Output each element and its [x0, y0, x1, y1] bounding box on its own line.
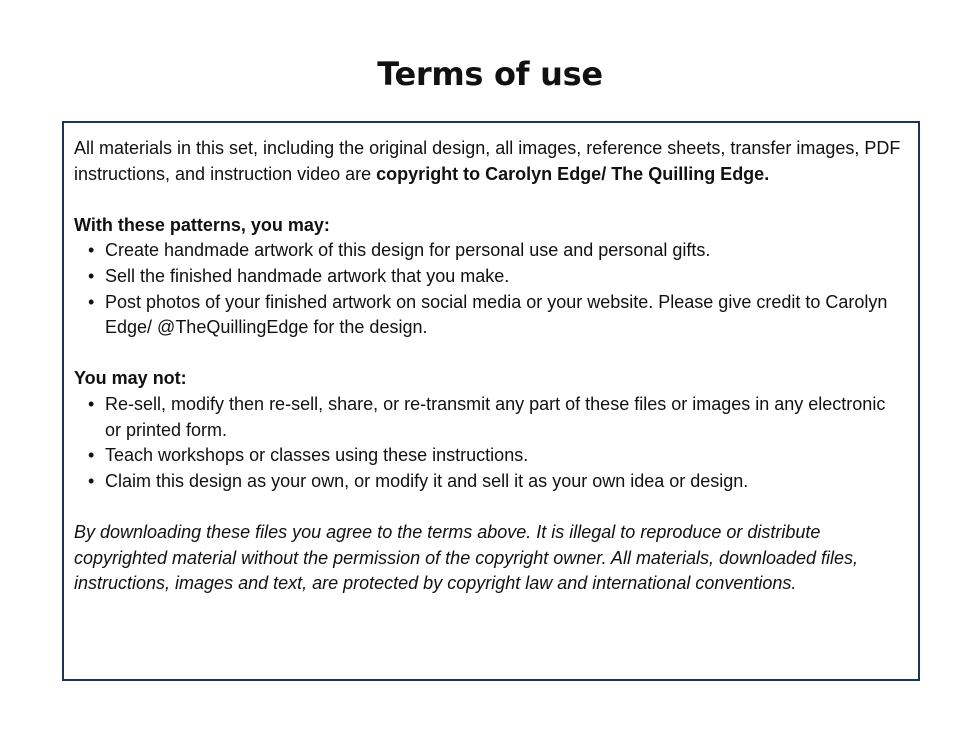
- may-not-list: [74, 392, 904, 494]
- spacer: [74, 341, 904, 367]
- terms-content: [74, 136, 904, 597]
- list-item: • Re-sell, modify then re-sell, share, or re-transmit any part of these files or images in any electronic or printed form.: [74, 392, 904, 443]
- intro-text: All materials in this set, including the original design, all images, reference sheets, transfer images, PDF instructions, and instruction video are: [74, 138, 901, 184]
- list-item: • Sell the finished handmade artwork that you make.: [74, 264, 904, 290]
- intro-paragraph: [74, 136, 904, 187]
- list-item: • Create handmade artwork of this design for personal use and personal gifts.: [74, 238, 904, 264]
- may-heading: With these patterns, you may:: [74, 214, 330, 235]
- list-item: • Teach workshops or classes using these instructions.: [74, 443, 904, 469]
- spacer: [74, 494, 904, 520]
- list-item: • Claim this design as your own, or modify it and sell it as your own idea or design.: [74, 469, 904, 495]
- closing-paragraph: By downloading these files you agree to the terms above. It is illegal to reproduce or distribute copyrighted material without the permission of the copyright owner. All materials, downloaded files, instructions, images and text, are protected by copyright law and international conventions.: [74, 521, 859, 594]
- list-item: • Post photos of your finished artwork on social media or your website. Please give credit to Carolyn Edge/ @TheQuillingEdge for the design.: [74, 290, 904, 341]
- may-not-heading: You may not:: [74, 368, 187, 389]
- spacer: [74, 187, 904, 213]
- copyright-notice: copyright to Carolyn Edge/ The Quilling Edge.: [376, 163, 770, 184]
- may-list: [74, 238, 904, 340]
- page-title: Terms of use: [377, 55, 603, 93]
